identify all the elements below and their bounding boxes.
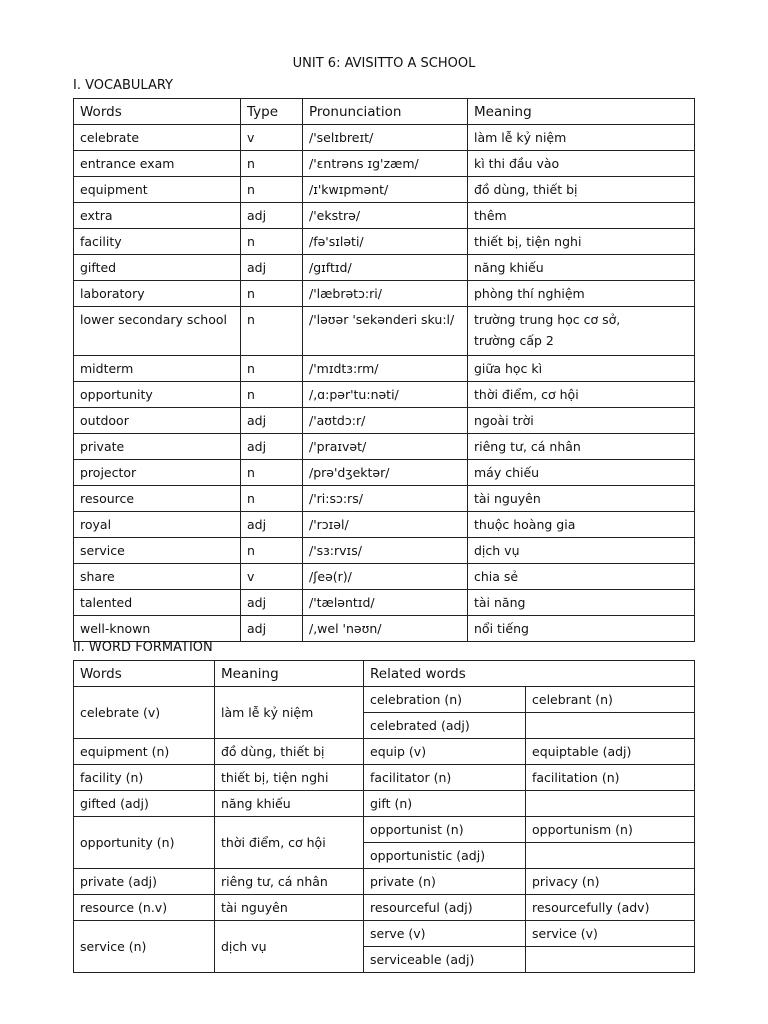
vocab-word: royal [74,512,241,538]
vocab-meaning: máy chiếu [468,460,695,486]
vocab-meaning-line: trường trung học cơ sở, [474,312,621,327]
wf-related-word: opportunistic (adj) [364,843,526,869]
wf-word: gifted (adj) [74,791,215,817]
vocab-word: share [74,564,241,590]
wf-related-word: facilitator (n) [364,765,526,791]
table-row [74,538,695,564]
vocab-type: adj [241,434,303,460]
table-row [74,177,695,203]
table-row [74,229,695,255]
table-row [74,765,695,791]
table-row [74,486,695,512]
wf-meaning: tài nguyên [215,895,364,921]
vocab-meaning: phòng thí nghiệm [468,281,695,307]
vocab-pron: /'ləʊər 'sekənderi sku:l/ [303,307,468,356]
wf-related-word: equiptable (adj) [526,739,695,765]
vocab-pronunciation: /'praɪvət/ [303,434,468,460]
table-row [74,817,695,843]
table-row [74,895,695,921]
vocab-type: n [241,460,303,486]
vocab-word: well-known [74,616,241,642]
vocab-word: celebrate [74,125,241,151]
wf-meaning: riêng tư, cá nhân [215,869,364,895]
wf-meaning: thiết bị, tiện nghi [215,765,364,791]
vocab-word: talented [74,590,241,616]
vocab-type: adj [241,590,303,616]
column-header: Words [74,99,241,125]
table-row [74,921,695,947]
vocab-pronunciation: /,wel 'nəʊn/ [303,616,468,642]
vocab-word: private [74,434,241,460]
vocab-type: adj [241,408,303,434]
vocab-type: n [241,307,303,356]
wf-related-word: serviceable (adj) [364,947,526,973]
vocabulary-table [73,98,695,642]
word-formation-table [73,660,695,973]
table-row [74,408,695,434]
vocab-type: n [241,281,303,307]
wf-related-word: facilitation (n) [526,765,695,791]
table-row [74,869,695,895]
vocab-pronunciation: /'rɔɪəl/ [303,512,468,538]
table-row [74,255,695,281]
table-row [74,382,695,408]
wf-meaning: làm lễ kỷ niệm [215,687,364,739]
vocab-meaning: dịch vụ [468,538,695,564]
vocab-pronunciation: /'selɪbreɪt/ [303,125,468,151]
vocab-word: entrance exam [74,151,241,177]
column-header: Related words [364,661,695,687]
vocab-word: equipment [74,177,241,203]
vocab-meaning: giữa học kì [468,356,695,382]
wf-meaning: đồ dùng, thiết bị [215,739,364,765]
wf-word: service (n) [74,921,215,973]
vocab-pronunciation: /'sɜ:rvɪs/ [303,538,468,564]
vocab-word: gifted [74,255,241,281]
wf-related-word: service (v) [526,921,695,947]
vocab-meaning: thuộc hoàng gia [468,512,695,538]
word-formation-header-row [74,661,695,687]
vocab-meaning: kì thi đầu vào [468,151,695,177]
wf-related-word: privacy (n) [526,869,695,895]
wf-word: equipment (n) [74,739,215,765]
column-header: Pronunciation [303,99,468,125]
wf-word: resource (n.v) [74,895,215,921]
vocab-word: facility [74,229,241,255]
wf-related-word: celebration (n) [364,687,526,713]
vocab-meaning [468,307,695,356]
vocab-meaning: năng khiếu [468,255,695,281]
vocabulary-heading: I. VOCABULARY [73,78,173,93]
vocab-meaning: chia sẻ [468,564,695,590]
column-header: Type [241,99,303,125]
vocab-meaning: tài nguyên [468,486,695,512]
wf-related-word [526,713,695,739]
table-row [74,460,695,486]
wf-related-word: celebrated (adj) [364,713,526,739]
vocab-type: n [241,382,303,408]
vocab-meaning: ngoài trời [468,408,695,434]
vocab-type: adj [241,255,303,281]
wf-related-word: resourcefully (adv) [526,895,695,921]
vocab-pronunciation: /,ɑ:pər'tu:nəti/ [303,382,468,408]
table-row [74,125,695,151]
table-row [74,564,695,590]
table-row [74,512,695,538]
vocab-word: projector [74,460,241,486]
table-row [74,590,695,616]
wf-related-word: serve (v) [364,921,526,947]
table-row [74,791,695,817]
wf-related-word [526,947,695,973]
column-header: Meaning [468,99,695,125]
vocab-word: outdoor [74,408,241,434]
column-header: Meaning [215,661,364,687]
vocab-meaning: nổi tiếng [468,616,695,642]
vocab-pronunciation: /'mɪdtɜ:rm/ [303,356,468,382]
word-formation-heading: II. WORD FORMATION [73,640,213,655]
wf-word: celebrate (v) [74,687,215,739]
wf-related-word [526,843,695,869]
vocab-type: n [241,177,303,203]
vocab-word: midterm [74,356,241,382]
vocab-word: service [74,538,241,564]
wf-related-word: celebrant (n) [526,687,695,713]
vocab-pronunciation: /gɪftɪd/ [303,255,468,281]
vocab-type: adj [241,512,303,538]
vocab-word: resource [74,486,241,512]
vocab-pronunciation: /'læbrətɔ:ri/ [303,281,468,307]
vocab-type: n [241,486,303,512]
vocab-type: v [241,125,303,151]
vocab-type: n [241,356,303,382]
table-row [74,739,695,765]
vocab-pronunciation: /'ɛntrəns ɪg'zæm/ [303,151,468,177]
vocab-pronunciation: /'aʊtdɔ:r/ [303,408,468,434]
vocab-pronunciation: /'ri:sɔ:rs/ [303,486,468,512]
wf-related-word: resourceful (adj) [364,895,526,921]
wf-word: opportunity (n) [74,817,215,869]
vocab-pronunciation: /'tæləntɪd/ [303,590,468,616]
vocab-type: adj [241,616,303,642]
vocab-pronunciation: /ɪ'kwɪpmənt/ [303,177,468,203]
vocab-word: opportunity [74,382,241,408]
table-row [74,307,695,356]
wf-meaning: năng khiếu [215,791,364,817]
vocab-pronunciation: /ʃeə(r)/ [303,564,468,590]
vocab-type: n [241,229,303,255]
table-row [74,203,695,229]
wf-related-word: gift (n) [364,791,526,817]
table-row [74,687,695,713]
vocab-word: extra [74,203,241,229]
vocab-meaning: làm lễ kỷ niệm [468,125,695,151]
column-header: Words [74,661,215,687]
wf-related-word: private (n) [364,869,526,895]
table-row [74,356,695,382]
table-row [74,151,695,177]
wf-meaning: thời điểm, cơ hội [215,817,364,869]
wf-related-word [526,791,695,817]
vocab-meaning: tài năng [468,590,695,616]
table-row [74,434,695,460]
vocab-word: laboratory [74,281,241,307]
wf-word: private (adj) [74,869,215,895]
wf-meaning: dịch vụ [215,921,364,973]
vocab-meaning: thiết bị, tiện nghi [468,229,695,255]
vocab-pronunciation: /prə'dʒektər/ [303,460,468,486]
vocab-word: lower secondary school [74,307,241,356]
vocabulary-header-row [74,99,695,125]
vocab-meaning: riêng tư, cá nhân [468,434,695,460]
table-row [74,616,695,642]
wf-related-word: opportunist (n) [364,817,526,843]
wf-related-word: equip (v) [364,739,526,765]
vocab-meaning-line: trường cấp 2 [474,333,554,348]
vocab-type: n [241,151,303,177]
vocab-type: adj [241,203,303,229]
vocab-pronunciation: /fə'sɪləti/ [303,229,468,255]
page-title: UNIT 6: AVISITTO A SCHOOL [292,56,476,71]
vocab-type: n [241,538,303,564]
vocab-meaning: đồ dùng, thiết bị [468,177,695,203]
wf-word: facility (n) [74,765,215,791]
wf-related-word: opportunism (n) [526,817,695,843]
table-row [74,281,695,307]
vocab-meaning: thêm [468,203,695,229]
vocab-type: v [241,564,303,590]
vocab-pronunciation: /'ekstrə/ [303,203,468,229]
vocab-meaning: thời điểm, cơ hội [468,382,695,408]
